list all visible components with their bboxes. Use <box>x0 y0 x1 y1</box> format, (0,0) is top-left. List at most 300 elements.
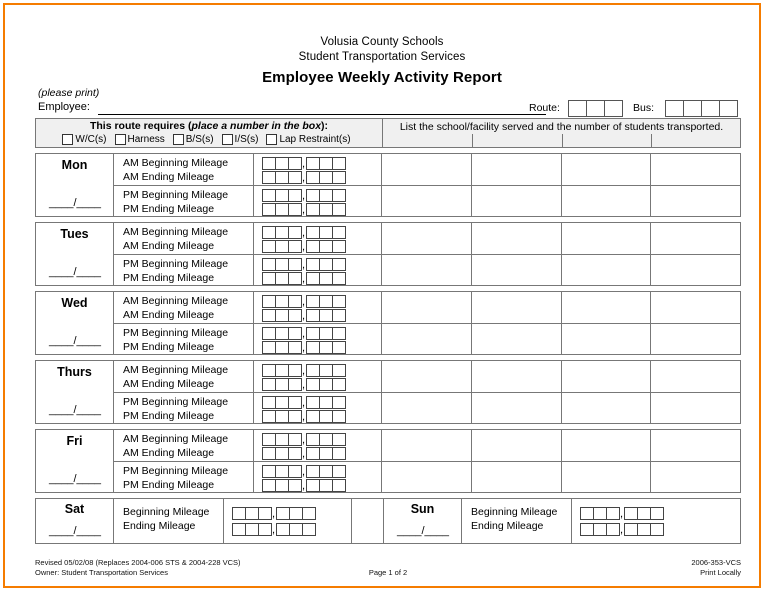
checkbox-icon[interactable] <box>222 134 233 145</box>
mileage-digit-box[interactable] <box>624 523 638 536</box>
thousands-separator: , <box>301 189 306 202</box>
mileage-digit-row[interactable] <box>262 156 381 170</box>
mileage-digit-box[interactable] <box>332 226 346 239</box>
equipment-option-label: Lap Restraint(s) <box>279 134 351 145</box>
mileage-digit-row[interactable] <box>262 464 381 478</box>
mileage-digit-box[interactable] <box>306 396 320 409</box>
mileage-digit-box[interactable] <box>262 465 276 478</box>
school-entry-cell[interactable] <box>651 154 740 186</box>
mileage-digit-box[interactable] <box>319 272 333 285</box>
mileage-digit-box[interactable] <box>319 203 333 216</box>
mileage-digit-box[interactable] <box>332 479 346 492</box>
weekend-day-name: Sat <box>64 502 85 516</box>
mileage-digit-row[interactable] <box>262 363 381 377</box>
mileage-digit-box[interactable] <box>332 364 346 377</box>
mileage-digit-box[interactable] <box>288 410 302 423</box>
am-mileage-entry[interactable] <box>254 223 381 255</box>
mileage-digit-box[interactable] <box>275 171 289 184</box>
mileage-digit-box[interactable] <box>275 378 289 391</box>
school-entry-cell[interactable] <box>472 154 561 186</box>
mileage-digit-box[interactable] <box>306 258 320 271</box>
mileage-digit-box[interactable] <box>332 327 346 340</box>
school-entry-cell[interactable] <box>382 393 471 425</box>
mileage-digit-box[interactable] <box>262 171 276 184</box>
mileage-digit-box[interactable] <box>332 378 346 391</box>
pm-label-group <box>114 324 253 356</box>
school-entry-cell[interactable] <box>382 154 471 186</box>
mileage-digit-box[interactable] <box>650 507 664 520</box>
mileage-digit-box[interactable] <box>332 447 346 460</box>
thousands-separator: , <box>301 410 306 423</box>
mileage-digit-box[interactable] <box>306 364 320 377</box>
mileage-digit-row[interactable] <box>262 257 381 271</box>
mileage-digit-box[interactable] <box>288 171 302 184</box>
school-entry-cell[interactable] <box>562 154 651 186</box>
employee-name-input[interactable] <box>98 114 546 115</box>
mileage-digit-box[interactable] <box>275 272 289 285</box>
mileage-digit-box[interactable] <box>319 157 333 170</box>
form-sheet <box>5 5 759 586</box>
school-entry-cell[interactable] <box>382 462 471 494</box>
mileage-digit-box[interactable] <box>319 258 333 271</box>
mileage-digit-box[interactable] <box>262 272 276 285</box>
mileage-label: PM Beginning Mileage <box>123 327 229 339</box>
mileage-digit-box[interactable] <box>606 523 620 536</box>
weekend-day-sat <box>36 499 114 543</box>
mileage-digit-box[interactable] <box>288 258 302 271</box>
mileage-digit-box[interactable] <box>262 189 276 202</box>
organization-name: Volusia County Schools <box>320 36 444 48</box>
thousands-separator: , <box>301 479 306 492</box>
mileage-digit-box[interactable] <box>606 507 620 520</box>
school-entry-column <box>472 361 562 423</box>
footer-print-locally: Print Locally <box>700 568 741 577</box>
weekend-mileage-labels-sun <box>462 499 572 543</box>
weekday-day-name: Thurs <box>57 365 92 379</box>
mileage-digit-box[interactable] <box>245 523 259 536</box>
am-label-group <box>114 154 253 186</box>
mileage-digit-box[interactable] <box>262 364 276 377</box>
mileage-label: Ending Mileage <box>471 520 544 532</box>
mileage-digit-box[interactable] <box>288 327 302 340</box>
mileage-digit-row[interactable] <box>262 446 381 460</box>
route-digit-box[interactable] <box>604 100 623 117</box>
mileage-digit-box[interactable] <box>306 479 320 492</box>
weekday-mileage-boxes[interactable] <box>254 154 382 216</box>
mileage-digit-box[interactable] <box>332 272 346 285</box>
mileage-label: AM Ending Mileage <box>123 447 215 459</box>
school-entry-column <box>472 430 562 492</box>
mileage-digit-row[interactable] <box>262 409 381 423</box>
mileage-digit-box[interactable] <box>319 309 333 322</box>
mileage-digit-box[interactable] <box>332 396 346 409</box>
mileage-digit-box[interactable] <box>288 309 302 322</box>
mileage-digit-box[interactable] <box>319 447 333 460</box>
mileage-digit-row[interactable] <box>262 395 381 409</box>
mileage-digit-box[interactable] <box>288 378 302 391</box>
mileage-digit-box[interactable] <box>275 203 289 216</box>
weekday-mileage-boxes[interactable] <box>254 292 382 354</box>
mileage-digit-box[interactable] <box>288 364 302 377</box>
mileage-digit-box[interactable] <box>262 258 276 271</box>
weekday-mileage-labels <box>114 292 254 354</box>
school-entry-cell[interactable] <box>472 361 561 393</box>
mileage-digit-box[interactable] <box>319 189 333 202</box>
school-entry-cell[interactable] <box>562 393 651 425</box>
mileage-digit-box[interactable] <box>275 447 289 460</box>
school-entry-cell[interactable] <box>651 186 740 218</box>
school-entry-columns <box>382 154 740 216</box>
mileage-digit-box[interactable] <box>580 507 594 520</box>
equipment-option-is[interactable] <box>222 133 259 146</box>
mileage-digit-box[interactable] <box>275 341 289 354</box>
school-entry-cell[interactable] <box>562 255 651 287</box>
route-number-input[interactable] <box>568 100 622 117</box>
mileage-digit-box[interactable] <box>306 295 320 308</box>
school-entry-cell[interactable] <box>472 430 561 462</box>
weekday-mileage-boxes[interactable] <box>254 430 382 492</box>
checkbox-icon[interactable] <box>173 134 184 145</box>
school-entry-column <box>382 154 472 216</box>
school-entry-cell[interactable] <box>562 186 651 218</box>
activity-table <box>35 118 741 544</box>
mileage-digit-box[interactable] <box>288 240 302 253</box>
mileage-digit-box[interactable] <box>319 410 333 423</box>
mileage-digit-box[interactable] <box>275 364 289 377</box>
page-title: Employee Weekly Activity Report <box>262 69 502 86</box>
mileage-digit-box[interactable] <box>306 240 320 253</box>
mileage-digit-box[interactable] <box>319 341 333 354</box>
mileage-digit-box[interactable] <box>262 396 276 409</box>
mileage-label: PM Beginning Mileage <box>123 258 229 270</box>
weekday-block <box>35 153 741 217</box>
mileage-digit-box[interactable] <box>276 523 290 536</box>
mileage-digit-box[interactable] <box>262 240 276 253</box>
mileage-digit-row[interactable] <box>262 432 381 446</box>
pm-label-group <box>114 186 253 218</box>
school-entry-cell[interactable] <box>562 223 651 255</box>
mileage-digit-box[interactable] <box>319 295 333 308</box>
am-mileage-entry[interactable] <box>254 430 381 462</box>
school-entry-cell[interactable] <box>472 186 561 218</box>
mileage-digit-box[interactable] <box>637 523 651 536</box>
mileage-digit-box[interactable] <box>275 295 289 308</box>
mileage-digit-box[interactable] <box>319 364 333 377</box>
school-entry-cell[interactable] <box>651 430 740 462</box>
mileage-digit-box[interactable] <box>288 465 302 478</box>
mileage-digit-box[interactable] <box>262 479 276 492</box>
school-entry-cell[interactable] <box>472 223 561 255</box>
mileage-digit-box[interactable] <box>262 226 276 239</box>
weekday-date-input[interactable]: ____/____ <box>49 335 101 347</box>
equipment-option-wc[interactable] <box>62 133 106 146</box>
equipment-option-lap-restraint[interactable] <box>266 133 350 146</box>
weekend-date-input[interactable]: ____/____ <box>397 525 449 537</box>
weekday-mileage-boxes[interactable] <box>254 223 382 285</box>
school-entry-cell[interactable] <box>472 393 561 425</box>
mileage-label: AM Beginning Mileage <box>123 364 229 376</box>
thousands-separator: , <box>301 396 306 409</box>
mileage-digit-box[interactable] <box>332 465 346 478</box>
school-entry-cell[interactable] <box>382 292 471 324</box>
mileage-digit-box[interactable] <box>258 507 272 520</box>
mileage-digit-row[interactable] <box>262 225 381 239</box>
mileage-digit-box[interactable] <box>332 203 346 216</box>
pm-mileage-entry[interactable] <box>254 462 381 494</box>
mileage-digit-box[interactable] <box>288 341 302 354</box>
bus-digit-box[interactable] <box>701 100 720 117</box>
mileage-digit-box[interactable] <box>288 433 302 446</box>
am-mileage-entry[interactable] <box>254 361 381 393</box>
mileage-digit-box[interactable] <box>332 240 346 253</box>
weekday-day-name: Tues <box>60 227 89 241</box>
pm-mileage-entry[interactable] <box>254 255 381 287</box>
mileage-digit-box[interactable] <box>275 433 289 446</box>
mileage-label: PM Ending Mileage <box>123 479 215 491</box>
school-entry-cell[interactable] <box>472 292 561 324</box>
mileage-digit-box[interactable] <box>275 189 289 202</box>
mileage-digit-box[interactable] <box>624 507 638 520</box>
mileage-label: AM Beginning Mileage <box>123 433 229 445</box>
mileage-digit-row[interactable] <box>262 377 381 391</box>
mileage-digit-box[interactable] <box>275 240 289 253</box>
mileage-label: AM Beginning Mileage <box>123 226 229 238</box>
school-entry-cell[interactable] <box>472 462 561 494</box>
mileage-digit-box[interactable] <box>288 226 302 239</box>
mileage-digit-box[interactable] <box>288 396 302 409</box>
mileage-digit-box[interactable] <box>332 189 346 202</box>
mileage-digit-row[interactable] <box>232 506 351 520</box>
weekday-date-input[interactable]: ____/____ <box>49 197 101 209</box>
mileage-digit-box[interactable] <box>306 171 320 184</box>
mileage-digit-box[interactable] <box>262 309 276 322</box>
pm-mileage-entry[interactable] <box>254 393 381 425</box>
mileage-digit-row[interactable] <box>262 202 381 216</box>
school-entry-cell[interactable] <box>472 324 561 356</box>
school-entry-cell[interactable] <box>382 361 471 393</box>
school-entry-cell[interactable] <box>382 430 471 462</box>
mileage-digit-box[interactable] <box>650 523 664 536</box>
weekend-mileage-boxes-sat[interactable] <box>224 499 352 543</box>
school-entry-column <box>382 292 472 354</box>
thousands-separator: , <box>301 327 306 340</box>
checkbox-icon[interactable] <box>62 134 73 145</box>
mileage-digit-box[interactable] <box>275 465 289 478</box>
mileage-digit-box[interactable] <box>262 295 276 308</box>
mileage-digit-box[interactable] <box>319 378 333 391</box>
mileage-digit-box[interactable] <box>275 226 289 239</box>
school-entry-cell[interactable] <box>651 462 740 494</box>
school-entry-cell[interactable] <box>562 462 651 494</box>
mileage-digit-box[interactable] <box>245 507 259 520</box>
mileage-digit-row[interactable] <box>262 188 381 202</box>
mileage-digit-box[interactable] <box>262 447 276 460</box>
bus-digit-box[interactable] <box>719 100 738 117</box>
mileage-digit-box[interactable] <box>319 240 333 253</box>
mileage-digit-box[interactable] <box>580 523 594 536</box>
mileage-digit-box[interactable] <box>306 341 320 354</box>
school-entry-cell[interactable] <box>562 430 651 462</box>
route-digit-box[interactable] <box>586 100 605 117</box>
mileage-digit-row[interactable] <box>262 170 381 184</box>
mileage-digit-box[interactable] <box>275 396 289 409</box>
school-entry-cell[interactable] <box>382 186 471 218</box>
mileage-digit-row[interactable] <box>262 340 381 354</box>
mileage-digit-box[interactable] <box>275 157 289 170</box>
bus-digit-box[interactable] <box>683 100 702 117</box>
mileage-digit-box[interactable] <box>319 396 333 409</box>
weekday-day-name: Fri <box>66 434 83 448</box>
mileage-digit-box[interactable] <box>593 523 607 536</box>
weekday-date-input[interactable]: ____/____ <box>49 266 101 278</box>
mileage-digit-box[interactable] <box>302 523 316 536</box>
mileage-digit-box[interactable] <box>232 523 246 536</box>
mileage-digit-box[interactable] <box>306 378 320 391</box>
checkbox-icon[interactable] <box>266 134 277 145</box>
mileage-digit-box[interactable] <box>288 189 302 202</box>
weekend-date-input[interactable]: ____/____ <box>49 525 101 537</box>
mileage-label: AM Ending Mileage <box>123 171 215 183</box>
school-entry-cell[interactable] <box>651 324 740 356</box>
mileage-digit-box[interactable] <box>288 447 302 460</box>
mileage-digit-box[interactable] <box>593 507 607 520</box>
mileage-digit-box[interactable] <box>275 327 289 340</box>
mileage-digit-box[interactable] <box>288 479 302 492</box>
route-requires-panel <box>36 119 383 147</box>
mileage-digit-box[interactable] <box>288 157 302 170</box>
mileage-digit-box[interactable] <box>306 327 320 340</box>
mileage-digit-box[interactable] <box>288 203 302 216</box>
am-label-group <box>114 292 253 324</box>
bus-label: Bus: <box>633 102 655 114</box>
bus-digit-box[interactable] <box>665 100 684 117</box>
mileage-digit-box[interactable] <box>332 171 346 184</box>
school-entry-cell[interactable] <box>382 324 471 356</box>
mileage-digit-row[interactable] <box>262 271 381 285</box>
bus-number-input[interactable] <box>665 100 737 117</box>
mileage-digit-box[interactable] <box>332 295 346 308</box>
mileage-digit-box[interactable] <box>306 203 320 216</box>
school-entry-cell[interactable] <box>651 361 740 393</box>
mileage-digit-box[interactable] <box>289 507 303 520</box>
weekday-mileage-boxes[interactable] <box>254 361 382 423</box>
mileage-digit-box[interactable] <box>306 433 320 446</box>
mileage-digit-box[interactable] <box>306 189 320 202</box>
mileage-digit-box[interactable] <box>289 523 303 536</box>
mileage-digit-box[interactable] <box>275 410 289 423</box>
mileage-label: AM Ending Mileage <box>123 378 215 390</box>
mileage-digit-box[interactable] <box>275 258 289 271</box>
mileage-digit-box[interactable] <box>332 157 346 170</box>
mileage-digit-box[interactable] <box>262 327 276 340</box>
equipment-option-bs[interactable] <box>173 133 214 146</box>
weekday-date-input[interactable]: ____/____ <box>49 473 101 485</box>
mileage-digit-box[interactable] <box>258 523 272 536</box>
page-footer <box>35 558 741 580</box>
mileage-digit-box[interactable] <box>262 341 276 354</box>
weekend-mileage-boxes-sun[interactable] <box>572 499 700 543</box>
mileage-digit-box[interactable] <box>332 410 346 423</box>
mileage-digit-box[interactable] <box>275 309 289 322</box>
school-entry-cell[interactable] <box>562 361 651 393</box>
mileage-digit-row[interactable] <box>580 522 700 536</box>
mileage-digit-row[interactable] <box>262 478 381 492</box>
mileage-digit-box[interactable] <box>319 327 333 340</box>
school-entry-cell[interactable] <box>562 324 651 356</box>
mileage-digit-box[interactable] <box>319 479 333 492</box>
am-mileage-entry[interactable] <box>254 292 381 324</box>
equipment-option-harness[interactable] <box>115 133 165 146</box>
mileage-digit-box[interactable] <box>306 272 320 285</box>
mileage-digit-box[interactable] <box>262 433 276 446</box>
mileage-digit-box[interactable] <box>275 479 289 492</box>
mileage-digit-row[interactable] <box>262 294 381 308</box>
school-entry-cell[interactable] <box>651 292 740 324</box>
mileage-digit-box[interactable] <box>232 507 246 520</box>
mileage-digit-box[interactable] <box>276 507 290 520</box>
mileage-digit-row[interactable] <box>580 506 700 520</box>
school-entry-cell[interactable] <box>472 255 561 287</box>
mileage-digit-box[interactable] <box>306 410 320 423</box>
mileage-label: AM Beginning Mileage <box>123 295 229 307</box>
mileage-digit-box[interactable] <box>262 378 276 391</box>
pm-mileage-entry[interactable] <box>254 324 381 356</box>
mileage-digit-box[interactable] <box>306 465 320 478</box>
mileage-digit-box[interactable] <box>637 507 651 520</box>
mileage-digit-box[interactable] <box>306 447 320 460</box>
mileage-digit-box[interactable] <box>262 157 276 170</box>
mileage-digit-row[interactable] <box>262 308 381 322</box>
mileage-digit-box[interactable] <box>288 295 302 308</box>
mileage-digit-box[interactable] <box>319 433 333 446</box>
mileage-digit-box[interactable] <box>306 309 320 322</box>
equipment-checkbox-row <box>36 133 382 146</box>
school-entry-cell[interactable] <box>382 255 471 287</box>
mileage-digit-box[interactable] <box>319 465 333 478</box>
school-entry-cell[interactable] <box>562 292 651 324</box>
mileage-digit-box[interactable] <box>332 433 346 446</box>
route-digit-box[interactable] <box>568 100 587 117</box>
page-frame <box>3 3 761 588</box>
mileage-digit-box[interactable] <box>262 410 276 423</box>
pm-mileage-entry[interactable] <box>254 186 381 218</box>
weekday-date-input[interactable]: ____/____ <box>49 404 101 416</box>
school-entry-cell[interactable] <box>651 393 740 425</box>
mileage-digit-box[interactable] <box>288 272 302 285</box>
mileage-digit-box[interactable] <box>302 507 316 520</box>
mileage-digit-box[interactable] <box>319 171 333 184</box>
school-entry-cell[interactable] <box>382 223 471 255</box>
am-mileage-entry[interactable] <box>254 154 381 186</box>
mileage-digit-box[interactable] <box>319 226 333 239</box>
mileage-label: PM Ending Mileage <box>123 203 215 215</box>
mileage-digit-row[interactable] <box>262 239 381 253</box>
mileage-digit-row[interactable] <box>232 522 351 536</box>
checkbox-icon[interactable] <box>115 134 126 145</box>
mileage-digit-box[interactable] <box>306 226 320 239</box>
mileage-digit-box[interactable] <box>332 309 346 322</box>
school-entry-cell[interactable] <box>651 223 740 255</box>
mileage-digit-row[interactable] <box>262 326 381 340</box>
mileage-digit-box[interactable] <box>332 341 346 354</box>
mileage-digit-box[interactable] <box>332 258 346 271</box>
table-header-strip <box>35 118 741 148</box>
school-entry-column <box>562 361 652 423</box>
mileage-digit-box[interactable] <box>306 157 320 170</box>
school-entry-cell[interactable] <box>651 255 740 287</box>
mileage-digit-box[interactable] <box>262 203 276 216</box>
thousands-separator: , <box>301 258 306 271</box>
